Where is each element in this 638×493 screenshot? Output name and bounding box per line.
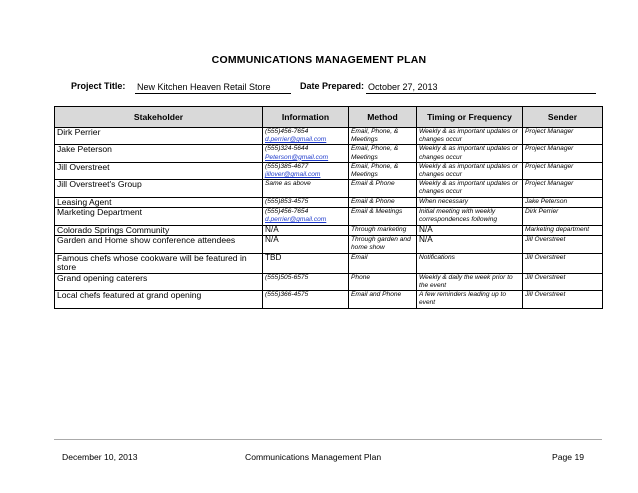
stakeholder-cell: Colorado Springs Community: [55, 225, 263, 236]
sender-cell: Jill Overstreet: [523, 273, 603, 290]
information-cell: [263, 128, 349, 145]
email-link[interactable]: jillover@gmail.com: [265, 171, 321, 179]
information-line: Same as above: [265, 180, 311, 188]
timing-cell: Notifications: [417, 253, 523, 273]
method-cell: Email: [349, 253, 417, 273]
table-row: [55, 128, 603, 145]
information-line: (555)456-7654: [265, 128, 309, 135]
header-sender: Sender: [523, 107, 603, 128]
sender-cell: Jill Overstreet: [523, 236, 603, 253]
table-row: [55, 253, 603, 273]
footer-page-number: Page 19: [552, 452, 585, 462]
information-cell: [263, 273, 349, 290]
document-title: COMMUNICATIONS MANAGEMENT PLAN: [211, 54, 427, 66]
project-title-label: Project Title:: [71, 81, 126, 91]
header-information: Information: [263, 107, 349, 128]
stakeholder-cell: Jake Peterson: [55, 145, 263, 162]
stakeholder-cell: Famous chefs whose cookware will be featured in store: [55, 253, 263, 273]
information-line: TBD: [265, 252, 282, 262]
information-line: N/A: [265, 235, 279, 245]
information-line: (555)505-6575: [265, 273, 309, 281]
footer-date: December 10, 2013: [62, 452, 138, 462]
timing-cell: N/A: [417, 236, 523, 253]
date-prepared-label: Date Prepared:: [300, 81, 365, 91]
header-timing: Timing or Frequency: [417, 107, 523, 128]
stakeholder-cell: Garden and Home show conference attendees: [55, 236, 263, 253]
email-link[interactable]: d.perrier@gmail.com: [265, 136, 327, 144]
table-row: [55, 208, 603, 225]
method-cell: Email & Phone: [349, 197, 417, 208]
method-cell: Through marketing: [349, 225, 417, 236]
timing-cell: A few reminders leading up to event: [417, 291, 523, 308]
sender-cell: Project Manager: [523, 180, 603, 197]
method-cell: Email and Phone: [349, 291, 417, 308]
information-line: (555)456-7654: [265, 208, 309, 216]
header-stakeholder: Stakeholder: [55, 107, 263, 128]
information-cell: [263, 162, 349, 179]
sender-cell: Marketing department: [523, 225, 603, 236]
sender-cell: Jake Peterson: [523, 197, 603, 208]
method-cell: Email, Phone, & Meetings: [349, 145, 417, 162]
method-cell: Email & Phone: [349, 180, 417, 197]
sender-cell: Dirk Perrier: [523, 208, 603, 225]
information-cell: [263, 197, 349, 208]
information-line: (555)853-4575: [265, 197, 309, 205]
project-title-value: New Kitchen Heaven Retail Store: [135, 82, 291, 94]
method-cell: Email, Phone, & Meetings: [349, 128, 417, 145]
table-row: [55, 225, 603, 236]
table-row: [55, 180, 603, 197]
sender-cell: Project Manager: [523, 162, 603, 179]
information-cell: [263, 236, 349, 253]
information-cell: [263, 225, 349, 236]
stakeholder-cell: Marketing Department: [55, 208, 263, 225]
timing-cell: Weekly & as important updates or changes occur: [417, 145, 523, 162]
table-row: [55, 162, 603, 179]
timing-cell: Weekly & as important updates or changes occur: [417, 128, 523, 145]
footer-divider: [54, 439, 602, 440]
information-line: (555)324-5644: [265, 145, 309, 153]
table-row: [55, 236, 603, 253]
timing-cell: Weekly & daily the week prior to the event: [417, 273, 523, 290]
table-row: [55, 273, 603, 290]
stakeholder-cell: Grand opening caterers: [55, 273, 263, 290]
timing-cell: When necessary: [417, 197, 523, 208]
table-header-row: [55, 107, 603, 128]
timing-cell: Weekly & as important updates or changes occur: [417, 162, 523, 179]
method-cell: Phone: [349, 273, 417, 290]
timing-cell: N/A: [417, 225, 523, 236]
timing-cell: Weekly & as important updates or changes occur: [417, 180, 523, 197]
communications-table: [54, 106, 603, 309]
email-link[interactable]: d.perrier@gmail.com: [265, 216, 327, 224]
header-method: Method: [349, 107, 417, 128]
sender-cell: Jill Overstreet: [523, 253, 603, 273]
stakeholder-cell: Jill Overstreet: [55, 162, 263, 179]
stakeholder-cell: Local chefs featured at grand opening: [55, 291, 263, 308]
table-row: [55, 197, 603, 208]
table-body: [55, 128, 603, 309]
stakeholder-cell: Jill Overstreet's Group: [55, 180, 263, 197]
information-cell: [263, 180, 349, 197]
information-cell: [263, 253, 349, 273]
email-link[interactable]: Peterson@gmail.com: [265, 153, 329, 161]
information-line: N/A: [265, 224, 279, 234]
method-cell: Email, Phone, & Meetings: [349, 162, 417, 179]
information-cell: [263, 208, 349, 225]
table-row: [55, 291, 603, 308]
sender-cell: Project Manager: [523, 128, 603, 145]
information-line: (555)366-4575: [265, 291, 309, 299]
sender-cell: Project Manager: [523, 145, 603, 162]
method-cell: Through garden and home show: [349, 236, 417, 253]
information-cell: [263, 291, 349, 308]
footer-document-name: Communications Management Plan: [245, 452, 382, 462]
method-cell: Email & Meetings: [349, 208, 417, 225]
date-prepared-value: October 27, 2013: [366, 82, 596, 94]
information-line: (555)385-4677: [265, 162, 309, 170]
stakeholder-cell: Dirk Perrier: [55, 128, 263, 145]
stakeholder-cell: Leasing Agent: [55, 197, 263, 208]
sender-cell: Jill Overstreet: [523, 291, 603, 308]
information-cell: [263, 145, 349, 162]
timing-cell: Initial meeting with weekly correspondences following: [417, 208, 523, 225]
table-row: [55, 145, 603, 162]
